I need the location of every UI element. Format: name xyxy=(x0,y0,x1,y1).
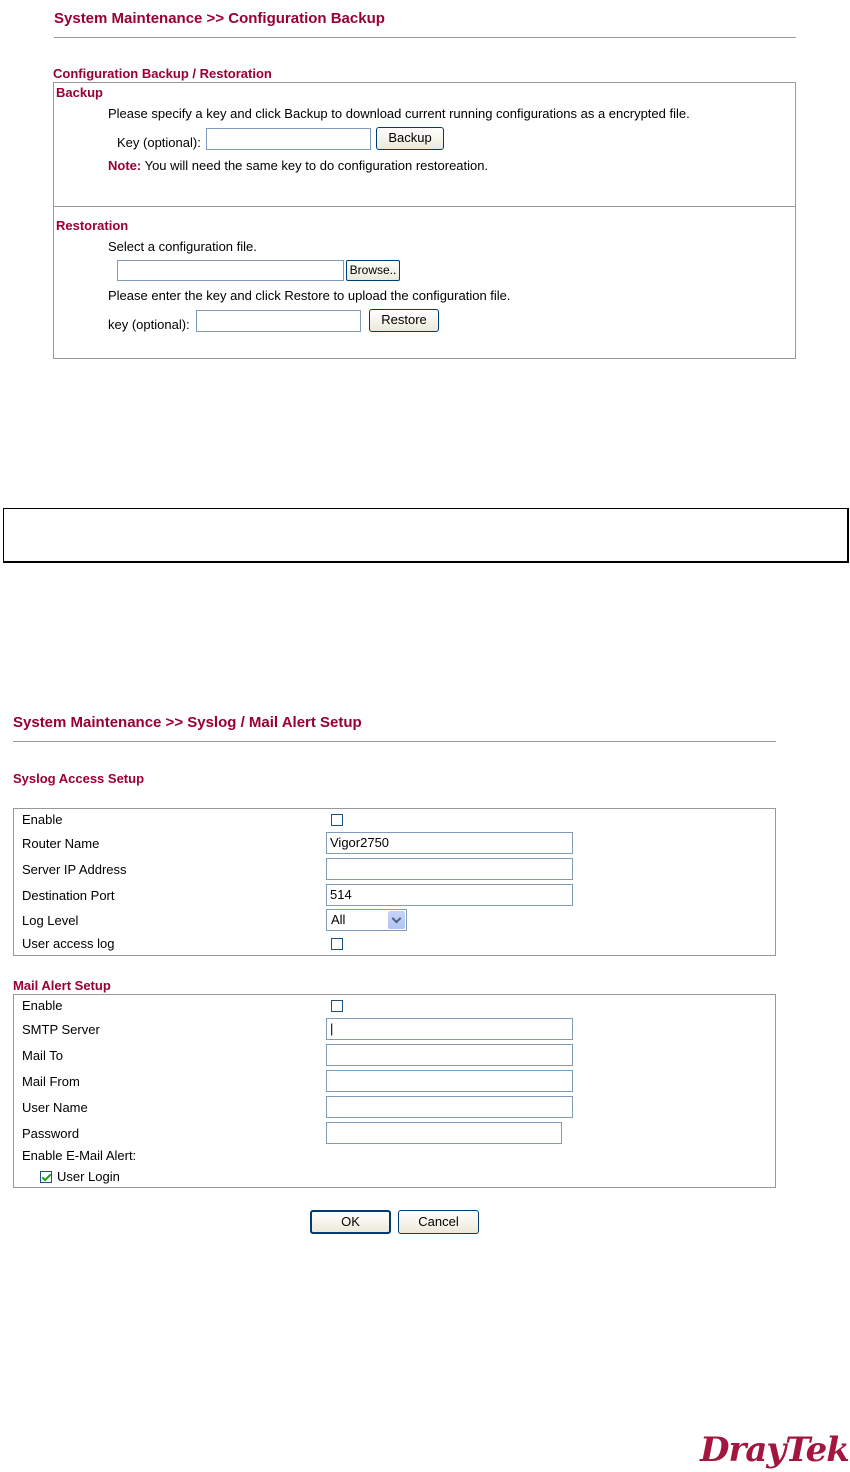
log-level-value: All xyxy=(331,912,346,927)
box-divider xyxy=(53,206,796,207)
draytek-logo: DrayTek xyxy=(700,1430,849,1470)
user-access-log-checkbox[interactable] xyxy=(331,938,343,950)
mail-to-label: Mail To xyxy=(22,1048,63,1063)
backup-button[interactable]: Backup xyxy=(376,127,444,150)
syslog-box xyxy=(13,808,776,956)
browse-button[interactable]: Browse.. xyxy=(346,260,400,281)
restoration-heading: Restoration xyxy=(56,218,129,233)
backup-key-label: Key (optional): xyxy=(117,135,201,150)
backup-instruction: Please specify a key and click Backup to download current running configurations as a encrypted file. xyxy=(108,106,690,121)
cancel-button[interactable]: Cancel xyxy=(398,1210,479,1234)
router-name-input[interactable]: Vigor2750 xyxy=(326,832,573,854)
enable-email-alert-label: Enable E-Mail Alert: xyxy=(22,1148,137,1163)
password-input[interactable] xyxy=(326,1122,562,1144)
password-label: Password xyxy=(22,1126,80,1141)
restoration-key-label: key (optional): xyxy=(108,317,190,332)
user-access-log-label: User access log xyxy=(22,936,115,951)
note-text: You will need the same key to do configuration restoreation. xyxy=(141,158,489,173)
server-ip-label: Server IP Address xyxy=(22,862,127,877)
ok-button[interactable]: OK xyxy=(310,1210,391,1234)
backup-note xyxy=(108,158,488,173)
mail-from-label: Mail From xyxy=(22,1074,80,1089)
mail-section-title: Mail Alert Setup xyxy=(13,978,111,993)
dest-port-input[interactable]: 514 xyxy=(326,884,573,906)
mail-to-input[interactable] xyxy=(326,1044,573,1066)
syslog-enable-checkbox[interactable] xyxy=(331,814,343,826)
dest-port-label: Destination Port xyxy=(22,888,115,903)
syslog-page-title: System Maintenance >> Syslog / Mail Alert Setup xyxy=(13,714,362,731)
backup-heading: Backup xyxy=(56,85,103,100)
backup-key-input[interactable] xyxy=(206,128,371,150)
syslog-section-title: Syslog Access Setup xyxy=(13,771,145,786)
syslog-title-divider xyxy=(13,741,776,742)
log-level-select[interactable] xyxy=(326,909,407,931)
mail-from-input[interactable] xyxy=(326,1070,573,1092)
restoration-file-input[interactable] xyxy=(117,260,344,281)
backup-page-title: System Maintenance >> Configuration Backup xyxy=(54,10,385,27)
empty-note-frame xyxy=(3,508,849,563)
user-name-input[interactable] xyxy=(326,1096,573,1118)
config-section-title: Configuration Backup / Restoration xyxy=(53,66,272,81)
restore-button[interactable]: Restore xyxy=(369,309,439,332)
log-level-label: Log Level xyxy=(22,913,79,928)
smtp-server-label: SMTP Server xyxy=(22,1022,100,1037)
chevron-down-icon[interactable] xyxy=(388,911,405,929)
restoration-key-input[interactable] xyxy=(196,310,361,332)
mail-enable-label: Enable xyxy=(22,998,63,1013)
user-name-label: User Name xyxy=(22,1100,88,1115)
smtp-server-input[interactable]: | xyxy=(326,1018,573,1040)
restoration-select-label: Select a configuration file. xyxy=(108,239,257,254)
title-divider xyxy=(54,37,796,38)
user-login-label: User Login xyxy=(57,1169,120,1184)
note-label: Note: xyxy=(108,158,142,173)
restoration-instruction: Please enter the key and click Restore to upload the configuration file. xyxy=(108,288,511,303)
mail-enable-checkbox[interactable] xyxy=(331,1000,343,1012)
user-login-checkbox[interactable] xyxy=(40,1171,52,1183)
server-ip-input[interactable] xyxy=(326,858,573,880)
syslog-enable-label: Enable xyxy=(22,812,63,827)
router-name-label: Router Name xyxy=(22,836,100,851)
